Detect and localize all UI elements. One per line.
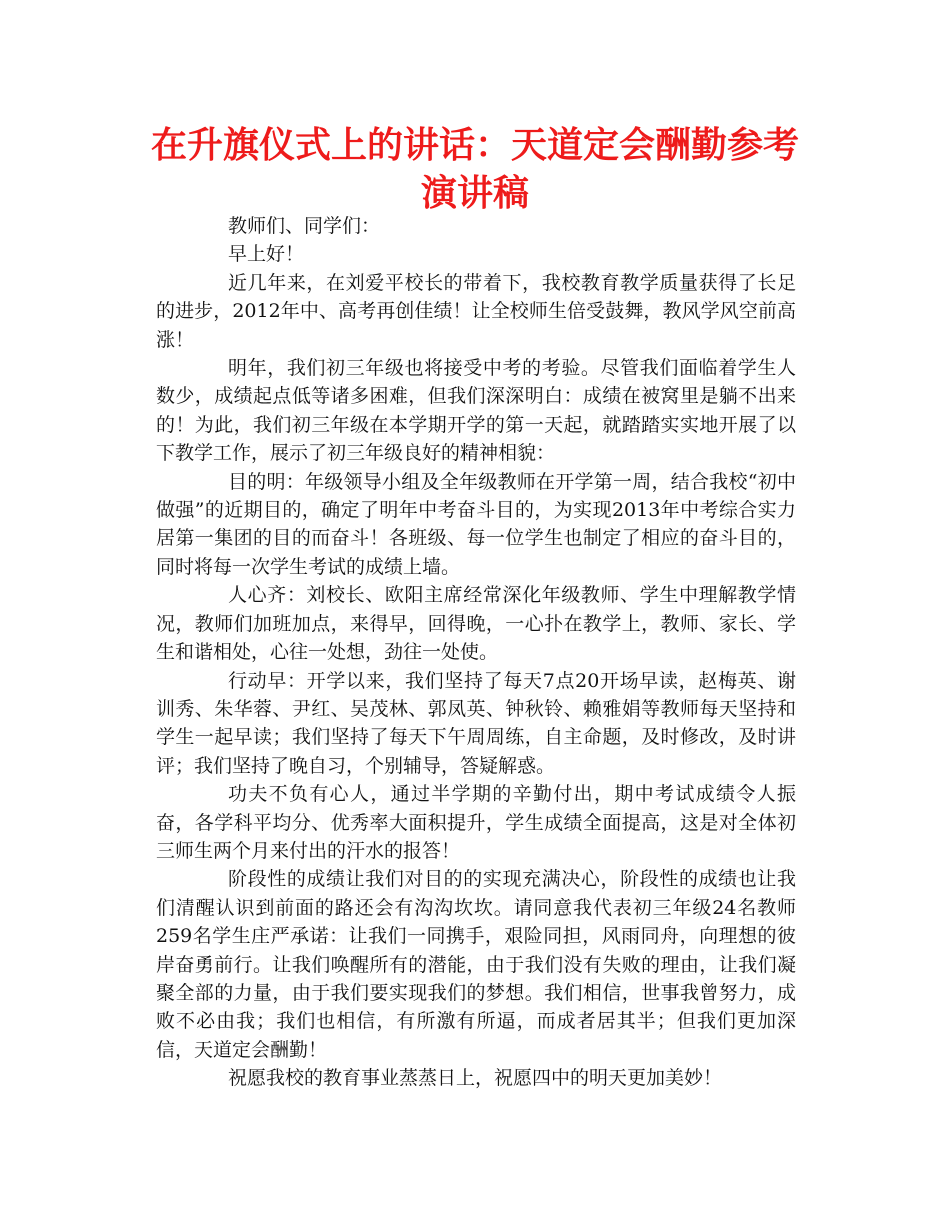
paragraph-good-morning: 早上好！ [228,243,305,266]
paragraph-united-hearts: 人心齐：刘校长、欧阳主席经常深化年级教师、学生中理解教学情况，教师们加班加点，来得早，回得晚，一心扑在教学上，教师、家长、学生和谐相处，心往一处想，劲往一处使。 [156,584,796,664]
paragraph-closing-wish: 祝愿我校的教育事业蒸蒸日上，祝愿四中的明天更加美妙！ [228,1067,723,1090]
document-title: 在升旗仪式上的讲话：天道定会酬勤参考演讲稿 [150,125,799,214]
document-body [156,212,796,1093]
paragraph-commitment: 阶段性的成绩让我们对目的的实现充满决心，阶段性的成绩也让我们清醒认识到前面的路还会有沟沟坎坎。请同意我代表初三年级24名教师259名学生庄严承诺：让我们一同携手，艰险同担，风雨同舟，向理想的彼岸奋勇前行。让我们唤醒所有的潜能，由于我们没有失败的理由，让我们凝聚全部的力量，由于我们要实现我们的梦想。我们相信，世事我曾努力，成败不必由我；我们也相信，有所激有所逼，而成者居其半；但我们更加深信，天道定会酬勤！ [156,868,796,1061]
paragraph-early-action: 行动早：开学以来，我们坚持了每天7点20开场早读，赵梅英、谢训秀、朱华蓉、尹红、吴茂林、郭凤英、钟秋铃、赖雅娟等教师每天坚持和学生一起早读；我们坚持了每天下午周周练，自主命题，及时修改，及时讲评；我们坚持了晚自习，个别辅导，答疑解惑。 [156,669,796,777]
paragraph-exam-challenge: 明年，我们初三年级也将接受中考的考验。尽管我们面临着学生人数少，成绩起点低等诸多困难，但我们深深明白：成绩在被窝里是躺不出来的！为此，我们初三年级在本学期开学的第一天起，就踏踏实实地开展了以下教学工作，展示了初三年级良好的精神相貌： [156,357,796,465]
paragraph-clear-goals: 目的明：年级领导小组及全年级教师在开学第一周，结合我校“初中做强”的近期目的，确定了明年中考奋斗目的，为实现2013年中考综合实力居第一集团的目的而奋斗！各班级、每一位学生也制定了相应的奋斗目的，同时将每一次学生考试的成绩上墙。 [156,470,796,578]
paragraph-greeting: 教师们、同学们： [228,215,381,237]
paragraph-school-progress: 近几年来，在刘爱平校长的带着下，我校教育教学质量获得了长足的进步，2012年中、高考再创佳绩！让全校师生倍受鼓舞，教风学风空前高涨！ [156,271,796,351]
paragraph-hard-work-paid: 功夫不负有心人，通过半学期的辛勤付出，期中考试成绩令人振奋，各学科平均分、优秀率大面积提升，学生成绩全面提高，这是对全体初三师生两个月来付出的汗水的报答！ [156,783,796,862]
